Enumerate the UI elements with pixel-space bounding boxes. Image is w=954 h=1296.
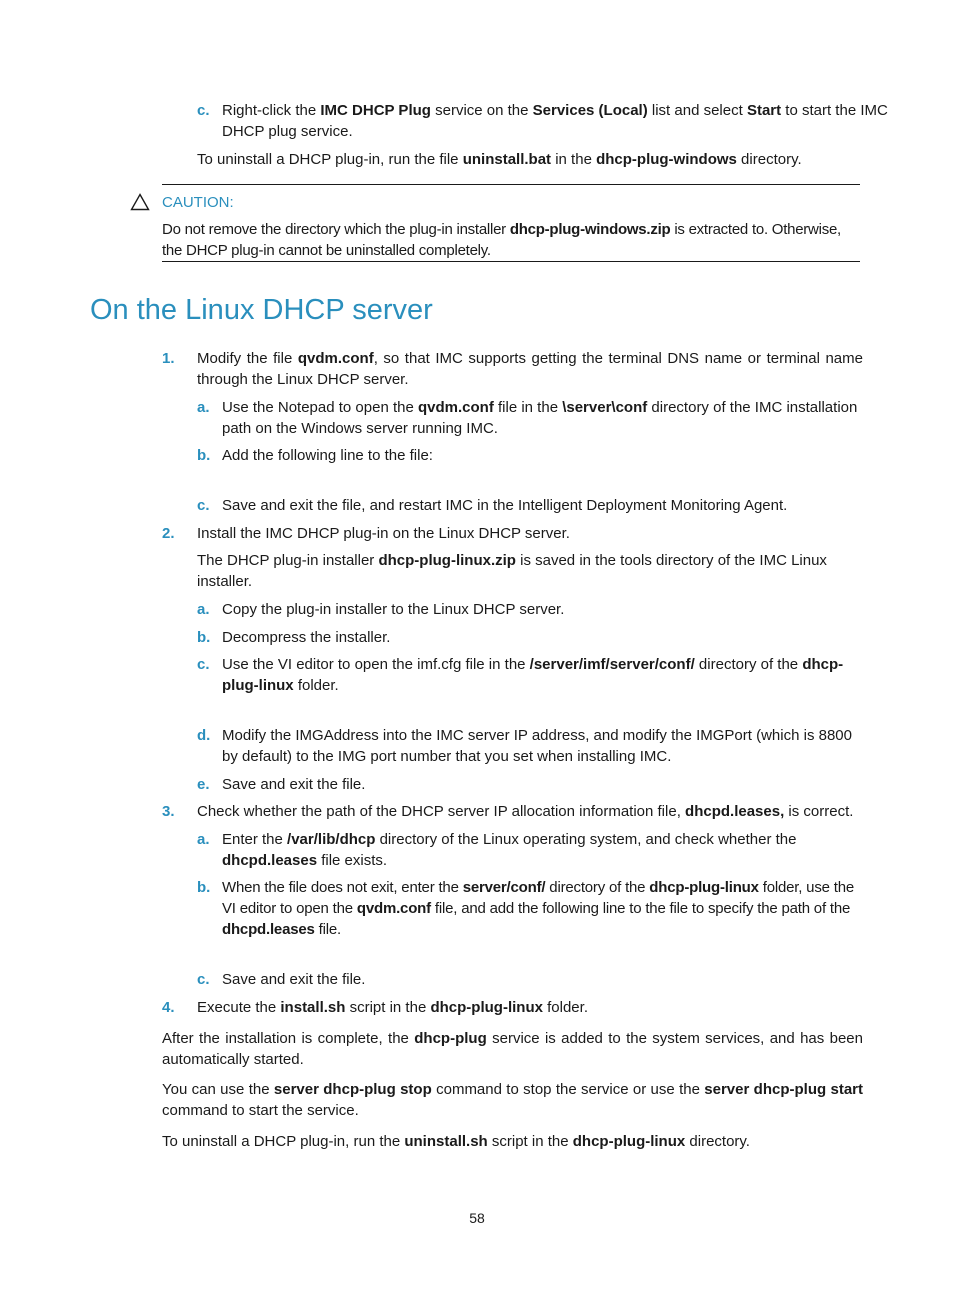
commands-paragraph: You can use the server dhcp-plug stop command to stop the service or use the server dhcp-plug start command to start the service. [162, 1081, 863, 1119]
list-label-2d: d. [197, 727, 211, 744]
step-c-line1: Right-click the IMC DHCP Plug service on the Services (Local) list and select Start to start the IMC [222, 102, 888, 119]
step1-text: Modify the file qvdm.conf, so that IMC supports getting the terminal DNS name or terminal name through the Linux DHCP server. [197, 350, 863, 388]
section-heading: On the Linux DHCP server [90, 294, 433, 326]
caution-top-rule [162, 184, 860, 185]
step1a-text: Use the Notepad to open the qvdm.conf file in the \server\conf directory of the IMC installation path on the Windows server running IMC. [222, 399, 858, 437]
list-label-2e: e. [197, 776, 210, 793]
uninstall-windows-text: To uninstall a DHCP plug-in, run the file uninstall.bat in the dhcp-plug-windows directory. [197, 151, 802, 168]
step3c-text: Save and exit the file. [222, 971, 366, 988]
step3-text: Check whether the path of the DHCP server IP allocation information file, dhcpd.leases, is correct. [197, 803, 854, 820]
caution-text: Do not remove the directory which the plug-in installer dhcp-plug-windows.zip is extracted to. Otherwise, the DHCP plug-in cannot be uninstalled completely. [162, 221, 841, 259]
step2-description: The DHCP plug-in installer dhcp-plug-linux.zip is saved in the tools directory of the IMC Linux installer. [197, 552, 827, 590]
list-label-2c: c. [197, 656, 210, 673]
list-label-1b: b. [197, 447, 211, 464]
list-label-1: 1. [162, 350, 175, 367]
list-label-2: 2. [162, 525, 175, 542]
list-label-3c: c. [197, 971, 210, 988]
step3a-text: Enter the /var/lib/dhcp directory of the Linux operating system, and check whether the dhcpd.leases file exists. [222, 831, 797, 869]
step4-text: Execute the install.sh script in the dhcp-plug-linux folder. [197, 999, 588, 1016]
step2a-text: Copy the plug-in installer to the Linux DHCP server. [222, 601, 565, 618]
list-label-3b: b. [197, 879, 211, 896]
step2e-text: Save and exit the file. [222, 776, 366, 793]
step2d-text: Modify the IMGAddress into the IMC server IP address, and modify the IMGPort (which is 8800 by default) to the IMG port number that you set when installing IMC. [222, 727, 852, 765]
warning-triangle-icon [130, 193, 150, 211]
step-c-line2: DHCP plug service. [222, 123, 353, 140]
list-label-c: c. [197, 102, 210, 119]
caution-bottom-rule [162, 261, 860, 262]
step2b-text: Decompress the installer. [222, 629, 391, 646]
page-number: 58 [469, 1210, 485, 1226]
step1c-text: Save and exit the file, and restart IMC in the Intelligent Deployment Monitoring Agent. [222, 497, 788, 514]
list-label-3a: a. [197, 831, 210, 848]
uninstall-linux-paragraph: To uninstall a DHCP plug-in, run the uninstall.sh script in the dhcp-plug-linux directory. [162, 1133, 750, 1150]
list-label-2b: b. [197, 629, 211, 646]
list-label-1a: a. [197, 399, 210, 416]
list-label-1c: c. [197, 497, 210, 514]
list-label-2a: a. [197, 601, 210, 618]
step3b-text: When the file does not exit, enter the server/conf/ directory of the dhcp-plug-linux folder, use the VI editor to open the qvdm.conf file, and add the following line to the file to specify the path of the dhcpd.leases file. [222, 879, 854, 938]
step2c-text: Use the VI editor to open the imf.cfg file in the /server/imf/server/conf/ directory of the dhcp-plug-linux folder. [222, 656, 844, 694]
list-label-4: 4. [162, 999, 175, 1016]
list-label-3: 3. [162, 803, 175, 820]
caution-title: CAUTION: [162, 194, 234, 211]
after-install-paragraph: After the installation is complete, the dhcp-plug service is added to the system services, and has been automatically started. [162, 1030, 863, 1068]
step2-text: Install the IMC DHCP plug-in on the Linux DHCP server. [197, 525, 570, 542]
step1b-text: Add the following line to the file: [222, 447, 433, 464]
